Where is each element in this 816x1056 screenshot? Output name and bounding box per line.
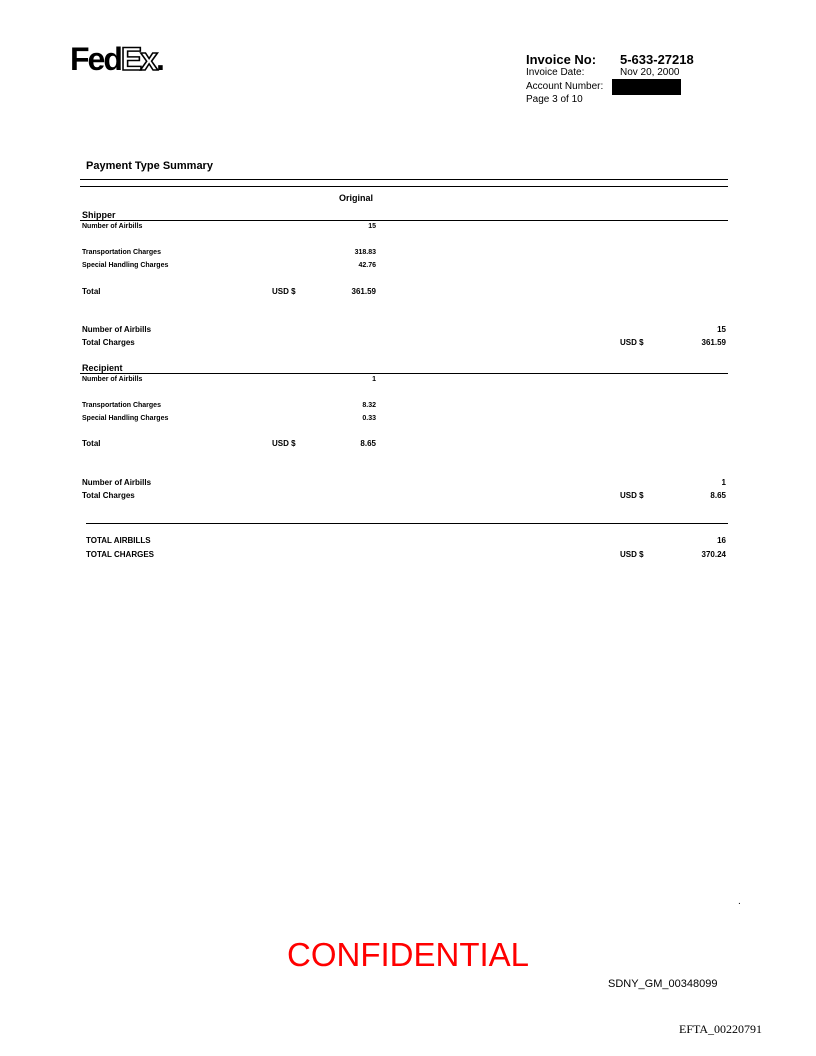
recipient-sum-airbills-label: Number of Airbills <box>82 478 152 487</box>
logo-fed: Fed <box>70 41 121 77</box>
shipper-sum-charges-label: Total Charges <box>82 338 135 347</box>
recipient-sum-currency: USD $ <box>620 491 644 500</box>
shipper-special-value: 42.76 <box>358 262 376 269</box>
shipper-sum-currency: USD $ <box>620 338 644 347</box>
invoice-no-value: 5-633-27218 <box>620 52 694 67</box>
recipient-airbills-value: 1 <box>372 376 376 383</box>
shipper-total-currency: USD $ <box>272 287 296 296</box>
logo-ex: Ex <box>120 41 157 77</box>
top-rule-1 <box>80 179 728 180</box>
shipper-transport-value: 318.83 <box>354 249 376 256</box>
top-rule-2 <box>80 186 728 187</box>
recipient-special-label: Special Handling Charges <box>82 415 169 422</box>
recipient-sum-charges-label: Total Charges <box>82 491 135 500</box>
recipient-total-currency: USD $ <box>272 439 296 448</box>
logo-dot: . <box>156 41 163 77</box>
total-airbills-label: TOTAL AIRBILLS <box>86 536 151 545</box>
shipper-heading: Shipper <box>82 210 116 220</box>
column-header-original: Original <box>339 193 374 203</box>
invoice-date-value: Nov 20, 2000 <box>620 67 680 78</box>
recipient-sum-charges-value: 8.65 <box>710 491 726 500</box>
invoice-date-label: Invoice Date: <box>526 67 585 78</box>
fedex-logo <box>70 42 163 76</box>
shipper-sum-charges-value: 361.59 <box>701 338 726 347</box>
invoice-no-label: Invoice No: <box>526 52 597 67</box>
total-charges-value: 370.24 <box>701 550 726 559</box>
stray-dot: . <box>738 896 741 907</box>
shipper-sum-airbills-value: 15 <box>717 325 726 334</box>
account-number-label: Account Number: <box>526 81 604 92</box>
section-title: Payment Type Summary <box>86 160 213 172</box>
total-airbills-value: 16 <box>717 536 726 545</box>
efta-number: EFTA_00220791 <box>679 1022 763 1036</box>
shipper-transport-label: Transportation Charges <box>82 249 161 256</box>
recipient-heading: Recipient <box>82 363 123 373</box>
recipient-airbills-label: Number of Airbills <box>82 376 143 383</box>
page-indicator: Page 3 of 10 <box>526 94 583 105</box>
total-charges-label: TOTAL CHARGES <box>86 550 155 559</box>
recipient-transport-label: Transportation Charges <box>82 402 161 409</box>
shipper-rule <box>80 220 728 221</box>
shipper-airbills-label: Number of Airbills <box>82 223 143 230</box>
confidential-stamp: CONFIDENTIAL <box>286 936 530 973</box>
shipper-airbills-value: 15 <box>368 223 376 230</box>
total-charges-currency: USD $ <box>620 550 644 559</box>
account-number-redaction <box>612 79 681 95</box>
shipper-special-label: Special Handling Charges <box>82 262 169 269</box>
recipient-total-label: Total <box>82 439 101 448</box>
shipper-total-value: 361.59 <box>351 287 376 296</box>
shipper-total-label: Total <box>82 287 101 296</box>
recipient-sum-airbills-value: 1 <box>721 478 726 487</box>
recipient-total-value: 8.65 <box>360 439 376 448</box>
grand-total-rule <box>86 523 728 524</box>
recipient-transport-value: 8.32 <box>362 402 376 409</box>
recipient-rule <box>80 373 728 374</box>
shipper-sum-airbills-label: Number of Airbills <box>82 325 152 334</box>
bates-number: SDNY_GM_00348099 <box>608 978 718 990</box>
recipient-special-value: 0.33 <box>362 415 376 422</box>
